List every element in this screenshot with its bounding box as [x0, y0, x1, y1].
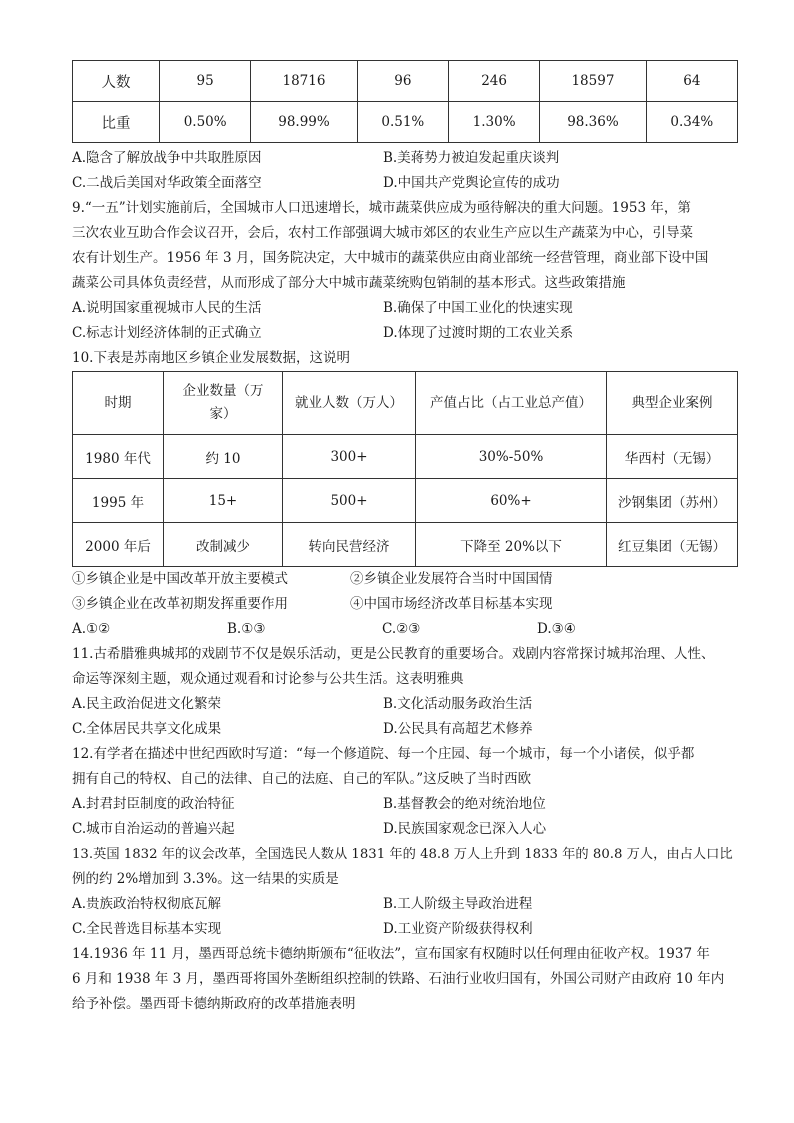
table-header-cell — [164, 372, 283, 435]
option-a[interactable]: A.封君封臣制度的政治特征 — [72, 796, 235, 812]
table-cell: 64 — [646, 61, 737, 102]
table-cell: 比重 — [73, 102, 160, 143]
option-b[interactable]: B.文化活动服务政治生活 — [383, 696, 533, 712]
table-cell: 华西村（无锡） — [607, 435, 738, 479]
table-cell: 红豆集团（无锡） — [607, 523, 738, 567]
option-d[interactable]: D.中国共产党舆论宣传的成功 — [383, 175, 560, 191]
table-cell: 改制减少 — [164, 523, 283, 567]
table-cell: 300+ — [283, 435, 416, 479]
table-cell: 0.50% — [160, 102, 251, 143]
question-13 — [72, 842, 738, 942]
table-cell: 96 — [357, 61, 448, 102]
table-cell: 30%-50% — [416, 435, 607, 479]
option-d[interactable]: D.体现了过渡时期的工农业关系 — [383, 325, 574, 341]
table-header-cell: 时期 — [73, 372, 164, 435]
question-text: 给予补偿。墨西哥卡德纳斯政府的改革措施表明 — [72, 996, 356, 1012]
q9-options-row1 — [72, 296, 738, 321]
table-cell: 98.99% — [251, 102, 357, 143]
table-cell: 转向民营经济 — [283, 523, 416, 567]
option-c[interactable]: C.全民普选目标基本实现 — [72, 921, 222, 937]
vote-stats-table — [72, 60, 738, 143]
table-row — [73, 61, 738, 102]
option-d[interactable]: D.③④ — [537, 621, 576, 637]
township-enterprise-table — [72, 371, 738, 567]
table-cell: 60%+ — [416, 479, 607, 523]
table-cell: 98.36% — [540, 102, 646, 143]
question-text: 命运等深刻主题，观众通过观看和讨论参与公共生活。这表明雅典 — [72, 671, 464, 687]
table-row — [73, 102, 738, 143]
option-c[interactable]: C.二战后美国对华政策全面落空 — [72, 175, 262, 191]
question-text: 9.“一五”计划实施前后，全国城市人口迅速增长，城市蔬菜供应成为亟待解决的重大问题。1953 年，第 — [72, 200, 691, 216]
header-line: 家） — [209, 406, 237, 422]
q11-options-row1 — [72, 692, 738, 717]
option-a[interactable]: A.①② — [72, 621, 111, 637]
option-d[interactable]: D.公民具有高超艺术修养 — [383, 721, 533, 737]
option-a[interactable]: A.隐含了解放战争中共取胜原因 — [72, 150, 262, 166]
table-cell: 1.30% — [448, 102, 539, 143]
option-d[interactable]: D.民族国家观念已深入人心 — [383, 821, 547, 837]
table-cell: 0.51% — [357, 102, 448, 143]
q12-options-row2 — [72, 817, 738, 842]
table-cell: 1995 年 — [73, 479, 164, 523]
table-cell: 95 — [160, 61, 251, 102]
table-row — [73, 479, 738, 523]
table-cell: 人数 — [73, 61, 160, 102]
table-cell: 约 10 — [164, 435, 283, 479]
question-9 — [72, 196, 738, 346]
option-a[interactable]: A.说明国家重视城市人民的生活 — [72, 300, 262, 316]
question-text: 13.英国 1832 年的议会改革，全国选民人数从 1831 年的 48.8 万人上升到 1833 年的 80.8 万人，由占人口比 — [72, 847, 733, 862]
table-cell: 15+ — [164, 479, 283, 523]
question-text: 14.1936 年 11 月，墨西哥总统卡德纳斯颁布“征收法”，宣布国家有权随时以任何理由征收产权。1937 年 — [72, 946, 710, 962]
option-b[interactable]: B.确保了中国工业化的快速实现 — [383, 300, 573, 316]
table-row — [73, 523, 738, 567]
table-cell: 500+ — [283, 479, 416, 523]
q10-options — [72, 617, 738, 642]
table-cell: 2000 年后 — [73, 523, 164, 567]
q9-options-row2 — [72, 321, 738, 346]
option-c[interactable]: C.②③ — [382, 621, 421, 637]
q10-statements-row2 — [72, 592, 738, 617]
table-cell: 1980 年代 — [73, 435, 164, 479]
question-11 — [72, 642, 738, 742]
question-text: 6 月和 1938 年 3 月，墨西哥将国外垄断组织控制的铁路、石油行业收归国有，外国公司财产由政府 10 年内 — [72, 971, 725, 987]
exam-page — [72, 60, 738, 1017]
option-c[interactable]: C.全体居民共享文化成果 — [72, 721, 222, 737]
option-b[interactable]: B.①③ — [227, 621, 266, 637]
option-a[interactable]: A.贵族政治特权彻底瓦解 — [72, 896, 222, 912]
table-cell: 沙钢集团（苏州） — [607, 479, 738, 523]
question-text: 10.下表是苏南地区乡镇企业发展数据，这说明 — [72, 350, 350, 366]
table-header-row — [73, 372, 738, 435]
question-10 — [72, 346, 738, 642]
question-text: 例的约 2%增加到 3.3%。这一结果的实质是 — [72, 871, 339, 887]
q8-options-row1 — [72, 146, 738, 171]
question-text: 三次农业互助合作会议召开，会后，农村工作部强调大城市郊区的农业生产应以生产蔬菜为中心，引导菜 — [72, 225, 693, 241]
table-header-cell: 产值占比（占工业总产值） — [416, 372, 607, 435]
statement-1: ①乡镇企业是中国改革开放主要模式 — [72, 571, 288, 587]
table-cell: 下降至 20%以下 — [416, 523, 607, 567]
q12-options-row1 — [72, 792, 738, 817]
q10-statements-row1 — [72, 567, 738, 592]
q13-options-row2 — [72, 917, 738, 942]
option-b[interactable]: B.基督教会的绝对统治地位 — [383, 796, 546, 812]
question-text: 农有计划生产。1956 年 3 月，国务院决定，大中城市的蔬菜供应由商业部统一经营管理，商业部下设中国 — [72, 250, 709, 266]
question-text: 蔬菜公司具体负责经营，从而形成了部分大中城市蔬菜统购包销制的基本形式。这些政策措施 — [72, 275, 626, 291]
statement-4: ④中国市场经济改革目标基本实现 — [350, 596, 553, 612]
option-c[interactable]: C.城市自治运动的普遍兴起 — [72, 821, 235, 837]
table-cell: 246 — [448, 61, 539, 102]
table-cell: 18597 — [540, 61, 646, 102]
statement-3: ③乡镇企业在改革初期发挥重要作用 — [72, 596, 288, 612]
question-14 — [72, 942, 738, 1017]
table-header-cell: 典型企业案例 — [607, 372, 738, 435]
header-line: 企业数量（万 — [182, 383, 264, 399]
table-header-cell: 就业人数（万人） — [283, 372, 416, 435]
option-d[interactable]: D.工业资产阶级获得权利 — [383, 921, 533, 937]
option-b[interactable]: B.美蒋势力被迫发起重庆谈判 — [383, 150, 560, 166]
q11-options-row2 — [72, 717, 738, 742]
q13-options-row1 — [72, 892, 738, 917]
table-cell: 0.34% — [646, 102, 737, 143]
table-row — [73, 435, 738, 479]
table-cell: 18716 — [251, 61, 357, 102]
option-b[interactable]: B.工人阶级主导政治进程 — [383, 896, 533, 912]
q8-options-row2 — [72, 171, 738, 196]
question-text: 11.古希腊雅典城邦的戏剧节不仅是娱乐活动，更是公民教育的重要场合。戏剧内容常探讨城邦治理、人性、 — [72, 646, 715, 662]
question-text: 拥有自己的特权、自己的法律、自己的法庭、自己的军队。”这反映了当时西欧 — [72, 771, 532, 787]
question-text: 12.有学者在描述中世纪西欧时写道：“每一个修道院、每一个庄园、每一个城市，每一个小诸侯，似乎都 — [72, 746, 695, 762]
question-12 — [72, 742, 738, 842]
statement-2: ②乡镇企业发展符合当时中国国情 — [350, 571, 553, 587]
option-a[interactable]: A.民主政治促进文化繁荣 — [72, 696, 222, 712]
option-c[interactable]: C.标志计划经济体制的正式确立 — [72, 325, 262, 341]
